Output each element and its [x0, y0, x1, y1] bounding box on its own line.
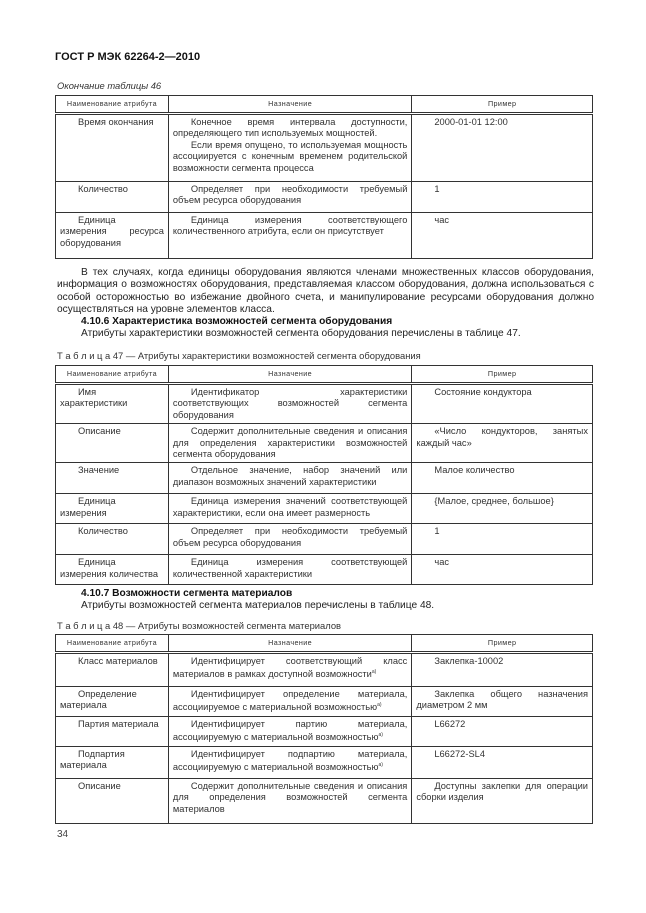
document-header: ГОСТ Р МЭК 62264-2—2010	[55, 51, 201, 63]
attribute-name: Имя характеристики	[56, 384, 169, 424]
table-row	[56, 424, 593, 463]
attribute-example: Доступны заклепки для операции сборки изделия	[412, 778, 593, 823]
attribute-purpose	[168, 114, 412, 182]
table-46	[55, 95, 593, 259]
purpose-text: Определяет при необходимости требуемый объем ресурса оборудования	[172, 184, 408, 206]
footnote-marker: a)	[378, 732, 383, 739]
attribute-example: Заклепка-10002	[412, 653, 593, 687]
attribute-example: 2000-01-01 12:00	[412, 114, 593, 182]
attribute-purpose	[168, 524, 411, 555]
table-48-caption: Т а б л и ц а 48 — Атрибуты возможностей сегмента материалов	[57, 620, 342, 631]
attribute-example: «Число кондукторов, занятых каждый час»	[412, 424, 593, 463]
attribute-name: Подпартия материала	[56, 746, 169, 778]
table-row	[56, 717, 593, 747]
table-row	[56, 463, 593, 494]
attribute-name: Описание	[56, 424, 169, 463]
attribute-name: Время окончания	[56, 114, 169, 182]
attribute-example: 1	[412, 524, 593, 555]
attribute-purpose	[168, 424, 411, 463]
purpose-text: Единица измерения значений соответствующей характеристики, если она имеет размерность	[172, 496, 408, 518]
table-header-row	[56, 635, 593, 653]
column-header-purpose: Назначение	[168, 366, 411, 384]
attribute-purpose	[168, 494, 411, 524]
table-row	[56, 494, 593, 524]
column-header-example: Пример	[412, 635, 593, 653]
paragraph: В тех случаях, когда единицы оборудования являются членами множественных классов оборудования, информация о возможностях оборудования, представляемая классом оборудования, должна использоваться с особой осторожностью во избежание двойного счета, и манипулирование ресурсами оборудования должно осуществляться на уровне элементов класса.	[57, 267, 594, 315]
table-46-caption: Окончание таблицы 46	[57, 80, 162, 91]
table-48	[55, 634, 593, 824]
table-row	[56, 687, 593, 717]
table-row	[56, 746, 593, 778]
attribute-name: Единица измерения	[56, 494, 169, 524]
column-header-example: Пример	[412, 96, 593, 114]
purpose-text: Содержит дополнительные сведения и описания для определения характеристики возможностей сегмента оборудования	[172, 426, 408, 460]
attribute-name: Количество	[56, 524, 169, 555]
table-header-row	[56, 366, 593, 384]
body-text	[57, 267, 594, 341]
purpose-text: Конечное время интервала доступности, определяющего тип используемых мощностей.	[172, 117, 408, 139]
column-header-example: Пример	[412, 366, 593, 384]
purpose-text: Если время опущено, то используемая мощность ассоциируется с конечным временем родительской возможности сегмента процесса	[172, 139, 408, 173]
body-text	[57, 588, 594, 613]
attribute-purpose	[168, 746, 411, 778]
footnote-marker: a)	[377, 702, 382, 709]
table-row	[56, 213, 593, 259]
footnote-marker: a)	[378, 762, 383, 769]
table-47-caption: Т а б л и ц а 47 — Атрибуты характеристики возможностей сегмента оборудования	[57, 350, 421, 361]
footnote-marker: a)	[371, 669, 377, 676]
attribute-name: Значение	[56, 463, 169, 494]
attribute-purpose	[168, 555, 411, 585]
attribute-name: Партия материала	[56, 717, 169, 747]
attribute-name: Единица измерения количества	[56, 555, 169, 585]
column-header-purpose: Назначение	[168, 635, 411, 653]
table-47	[55, 365, 593, 585]
attribute-example: 1	[412, 182, 593, 213]
attribute-purpose	[168, 653, 411, 687]
table-row	[56, 524, 593, 555]
table-header-row	[56, 96, 593, 114]
attribute-purpose	[168, 182, 412, 213]
purpose-text: Идентифицирует партию материала, ассоциируемую с материальной возможностью	[172, 719, 408, 743]
attribute-example: L66272-SL4	[412, 746, 593, 778]
attribute-example: Заклепка общего назначения диаметром 2 мм	[412, 687, 593, 717]
table-row	[56, 384, 593, 424]
section-heading: 4.10.6 Характеристика возможностей сегмента оборудования	[81, 316, 393, 328]
paragraph: Атрибуты характеристики возможностей сегмента оборудования перечислены в таблице 47.	[81, 328, 521, 340]
purpose-text: Идентификатор характеристики соответствующих возможностей сегмента оборудования	[172, 387, 408, 420]
paragraph: Атрибуты возможностей сегмента материалов перечислены в таблице 48.	[81, 600, 435, 612]
purpose-text: Единица измерения соответствующего количественного атрибута, если он присутствует	[172, 215, 408, 237]
attribute-example: {Малое, среднее, большое}	[412, 494, 593, 524]
column-header-name: Наименование атрибута	[56, 366, 169, 384]
attribute-example: L66272	[412, 717, 593, 747]
purpose-text: Идентифицирует соответствующий класс материалов в рамках доступной возможности	[172, 656, 408, 680]
attribute-name: Количество	[56, 182, 169, 213]
table-row	[56, 114, 593, 182]
purpose-text: Идентифицирует определение материала, ассоциируемое с материальной возможностью	[172, 689, 408, 713]
attribute-purpose	[168, 687, 411, 717]
attribute-purpose	[168, 463, 411, 494]
table-row	[56, 555, 593, 585]
attribute-example: час	[412, 213, 593, 259]
attribute-purpose	[168, 213, 412, 259]
column-header-purpose: Назначение	[168, 96, 412, 114]
table-row	[56, 778, 593, 823]
table-row	[56, 653, 593, 687]
attribute-purpose	[168, 778, 411, 823]
purpose-text: Отдельное значение, набор значений или диапазон возможных значений характеристики	[172, 465, 408, 487]
purpose-text: Единица измерения соответствующей количественной характеристики	[172, 557, 408, 579]
attribute-name: Определение материала	[56, 687, 169, 717]
purpose-text: Идентифицирует подпартию материала, ассоциируемую с материальной возможностью	[172, 748, 408, 773]
page-number: 34	[57, 829, 69, 840]
column-header-name: Наименование атрибута	[56, 635, 169, 653]
attribute-example: Малое количество	[412, 463, 593, 494]
purpose-text: Содержит дополнительные сведения и описания для определения возможностей сегмента материалов	[172, 780, 408, 814]
attribute-example: Состояние кондуктора	[412, 384, 593, 424]
table-row	[56, 182, 593, 213]
attribute-name: Описание	[56, 778, 169, 823]
section-heading: 4.10.7 Возможности сегмента материалов	[81, 588, 293, 599]
attribute-purpose	[168, 384, 411, 424]
purpose-text: Определяет при необходимости требуемый объем ресурса оборудования	[172, 526, 408, 548]
attribute-name: Класс материалов	[56, 653, 169, 687]
attribute-purpose	[168, 717, 411, 747]
attribute-name: Единица измерения ресурса оборудования	[56, 213, 169, 259]
column-header-name: Наименование атрибута	[56, 96, 169, 114]
attribute-example: час	[412, 555, 593, 585]
